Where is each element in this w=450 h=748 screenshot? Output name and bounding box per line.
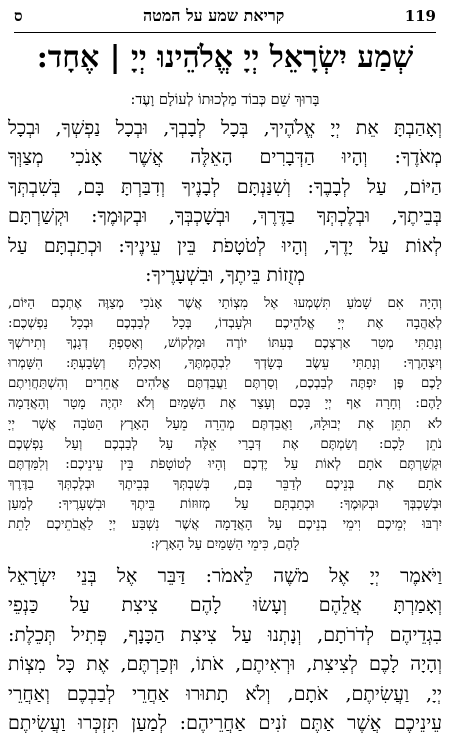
vayomer-paragraph <box>8 562 442 738</box>
vehaya-line: וְנָתַתִּי מְטַר אַרְצְכֶם בְּעִתּוֹ יוֹרֶה וּמַלְקוֹשׁ, וְאָסַפְתָּ דְגָנֶךָ וְתִירשְׁךָ <box>8 336 442 352</box>
page-letter: ס <box>14 6 23 25</box>
header-divider <box>14 32 436 33</box>
veahavta-line: וְאָהַבְתָּ אֵת יְיָ אֱלֹהֶיךָ, בְּכָל לְבָבְךָ, וּבְכָל נַפְשְׁךָ, וּבְכָל <box>8 117 442 139</box>
vehaya-line: לֹא תִתֵּן אֶת יְבוּלָהּ, וַאֲבַדְתֶּם מְהֵרָה מֵעַל הָאָרֶץ הַטֹּבָה אֲשֶׁר יְיָ <box>8 416 442 432</box>
veahavta-line: הַיּוֹם, עַל לְבָבֶךָ: וְשִׁנַּנְתָּם לְבָנֶיךָ וְדִבַּרְתָּ בָּם, בְּשִׁבְתְּךָ <box>8 175 442 198</box>
veahavta-paragraph <box>8 114 442 290</box>
vayomer-line: וַיֹּאמֶר יְיָ אֶל מֹשֶׁה לֵּאמֹר: דַּבֵּר אֶל בְּנֵי יִשְׂרָאֵל <box>8 565 442 587</box>
vehaya-line: וּקְשַׁרְתֶּם אֹתָם לְאוֹת עַל יֶדְכֶם וְהָיוּ לְטוֹטָפֹת בֵּין עֵינֵיכֶם: וְלִמַּדְתֶּם <box>8 456 442 472</box>
vayomer-line: עֵינֵיכֶם אֲשֶׁר אַתֶּם זֹנִים אַחֲרֵיהֶם: לְמַעַן תִּזְכְּרוּ וַעֲשִׂיתֶם <box>8 712 442 735</box>
vayomer-line: בִגְדֵיהֶם לְדֹרֹתָם, וְנָתְנוּ עַל צִיצִת הַכָּנָף, פְּתִיל תְּכֵלֶת: <box>8 623 442 646</box>
veahavta-line: מְזֻזוֹת בֵּיתֶךָ, וּבִשְׁעָרֶיךָ: <box>145 264 305 287</box>
vehaya-line: נֹתֵן לָכֶם: וְשַׂמְתֶּם אֶת דְּבָרַי אֵלֶּה עַל לְבַבְכֶם וְעַל נַפְשְׁכֶם <box>8 436 442 452</box>
page-header <box>14 4 436 28</box>
vayomer-line: וְאָמַרְתָּ אֲלֵהֶם וְעָשׂוּ לָהֶם צִיצִת עַל כַּנְפֵי <box>8 594 442 617</box>
vehaya-line: לָהֶם: וְחָרָה אַף יְיָ בָּכֶם וְעָצַר אֶת הַשָּׁמַיִם וְלֹא יִהְיֶה מָטָר וְהָאֲדָמָה <box>8 396 442 412</box>
veahavta-line: בְּבֵיתֶךָ, וּבְלֶכְתְּךָ בַדֶּרֶךְ, וּבְשָׁכְבְּךָ, וּבְקוּמֶךָ: וּקְשַׁרְתָּם <box>8 205 442 228</box>
page-number: 119 <box>404 7 436 25</box>
page-title: קריאת שמע על המטה <box>142 6 285 25</box>
vayomer-line: יְיָ, וַעֲשִׂיתֶם, אֹתָם, וְלֹא תָתוּרוּ אַחֲרֵי לְבַבְכֶם וְאַחֲרֵי <box>8 682 442 705</box>
shema-heading: שְׁמַע יִשְׂרָאֵל יְיָ אֱלֹהֵינוּ יְיָ | אֶחָד: <box>36 40 414 75</box>
vehaya-line: לְאַהֲבָה אֶת יְיָ אֱלֹהֵיכֶם וּלְעָבְדוֹ, בְּכָל לְבַבְכֶם וּבְכָל נַפְשְׁכֶם: <box>8 316 442 332</box>
veahavta-line: לְאוֹת עַל יָדֶךָ, וְהָיוּ לְטֹטָפֹת בֵּין עֵינֶיךָ: וּכְתַבְתָּם עַל <box>8 234 442 257</box>
vehaya-line: יִרְבּוּ יְמֵיכֶם וִימֵי בְנֵיכֶם עַל הָאֲדָמָה אֲשֶׁר נִשְׁבַּע יְיָ לַאֲבֹתֵיכֶם לָתֵת <box>8 517 442 533</box>
vehaya-line: אֹתָם אֶת בְּנֵיכֶם לְדַבֵּר בָּם, בְּשִׁבְתְּךָ בְּבֵיתֶךָ וּבְלֶכְתְּךָ בַדֶּרֶךְ <box>8 476 442 492</box>
baruch-line: בָּרוּךְ שֵׁם כְּבוֹד מַלְכוּתוֹ לְעוֹלָם וָעֶד: <box>130 92 320 108</box>
vehaya-line: וְהָיָה אִם שָׁמֹעַ תִּשְׁמְעוּ אֶל מִצְוֹתַי אֲשֶׁר אָנֹכִי מְצַוֶּה אֶתְכֶם הַיּוֹם, <box>8 296 442 311</box>
veahavta-line: מְאֹדֶךָ: וְהָיוּ הַדְּבָרִים הָאֵלֶּה אֲשֶׁר אָנֹכִי מְצַוְּךָ <box>8 146 442 169</box>
vayomer-line: וְהָיָה לָכֶם לְצִיצִת, וּרְאִיתֶם, אֹתוֹ, וּזְכַרְתֶּם, אֶת כָּל מִצְוֹת <box>8 653 442 676</box>
vehaya-line: לָכֶם פֶּן יִפְתֶּה לְבַבְכֶם, וְסַרְתֶּם וַעֲבַדְתֶּם אֱלֹהִים אֲחֵרִים וְהִשְׁתַּחֲוִיתֶם <box>8 376 442 392</box>
vehaya-line: לָהֶם, כִּימֵי הַשָּׁמַיִם עַל הָאָרֶץ: <box>150 537 300 553</box>
vehaya-line: וְיִצְהָרֶךָ: וְנָתַתִּי עֵשֶׂב בְּשָׂדְךָ לִבְהֶמְתֶּךָ, וְאָכַלְתָּ וְשָׂבָעְתָּ: הִשָּׁמְרוּ <box>8 356 442 372</box>
vehaya-line: וּבְשָׁכְבְּךָ וּבְקוּמֶךָ: וּכְתַבְתָּם עַל מְזוּזוֹת בֵּיתֶךָ וּבִשְׁעָרֶיךָ: לְמַעַן <box>8 496 442 512</box>
vehaya-paragraph <box>8 294 442 555</box>
